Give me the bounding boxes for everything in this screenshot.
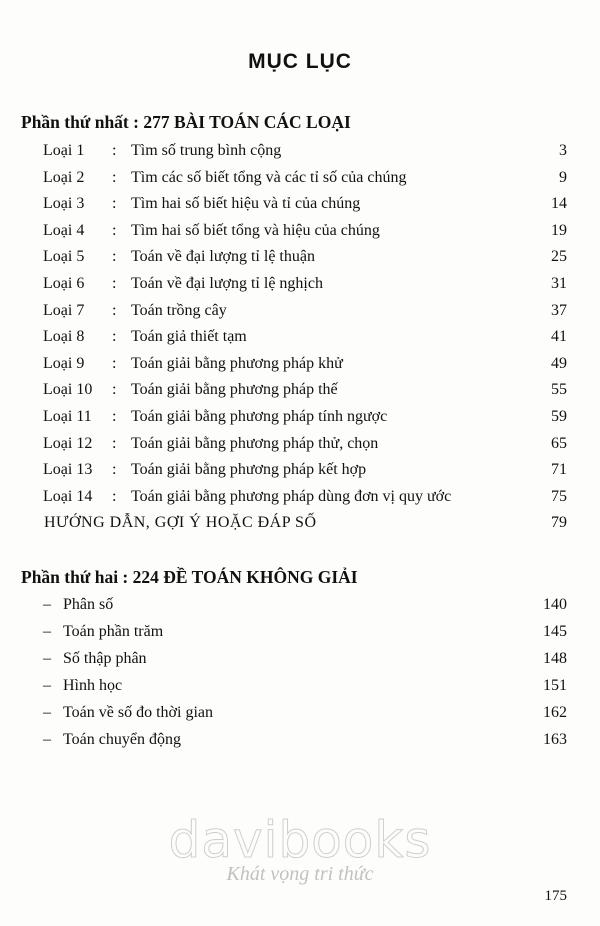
answers-section-page: 79: [551, 514, 567, 531]
item-title: Toán giải bằng phương pháp tính ngược: [131, 407, 388, 425]
item-page: 162: [543, 704, 567, 721]
bullet-dash: –: [43, 596, 51, 613]
watermark-brand: davibooks: [168, 811, 432, 869]
item-type: Loại 13: [43, 461, 93, 479]
item-title: Tìm số trung bình cộng: [131, 142, 282, 159]
bullet-dash: –: [43, 704, 51, 721]
item-type: Loại 11: [43, 407, 92, 425]
list-item: [0, 699, 600, 726]
item-title: Hình học: [63, 677, 123, 694]
list-item: [0, 324, 600, 351]
separator: :: [112, 142, 117, 159]
separator: :: [112, 248, 117, 266]
list-item: [0, 191, 600, 218]
item-title: Toán giải bằng phương pháp kết hợp: [131, 461, 367, 479]
list-item: [0, 645, 600, 672]
item-page: 55: [551, 381, 567, 399]
part1-heading: Phần thứ nhất : 277 BÀI TOÁN CÁC LOẠI: [21, 112, 351, 132]
item-page: 49: [551, 354, 567, 372]
item-title: Toán phần trăm: [63, 623, 164, 640]
page-number: 175: [544, 888, 567, 904]
separator: :: [112, 434, 117, 452]
item-page: 14: [551, 195, 567, 213]
item-title: Phân số: [63, 596, 114, 613]
item-page: 145: [543, 623, 567, 640]
item-title: Toán giải bằng phương pháp thế: [131, 381, 338, 399]
list-item: [0, 351, 600, 378]
list-item: [0, 138, 600, 165]
separator: :: [112, 195, 117, 213]
list-item: [0, 218, 600, 245]
item-type: Loại 3: [43, 195, 85, 213]
list-item: [0, 484, 600, 511]
item-type: Loại 6: [43, 274, 85, 292]
separator: :: [112, 354, 117, 372]
item-page: 37: [551, 301, 567, 319]
list-item: [0, 244, 600, 271]
item-title: Toán về đại lượng tỉ lệ thuận: [131, 248, 315, 266]
item-type: Loại 5: [43, 248, 85, 266]
item-page: 59: [551, 407, 567, 425]
bullet-dash: –: [43, 650, 51, 667]
item-title: Toán trồng cây: [131, 301, 227, 319]
separator: :: [112, 487, 117, 505]
item-type: Loại 8: [43, 328, 85, 346]
item-page: 9: [559, 168, 567, 186]
item-page: 41: [551, 328, 567, 346]
separator: :: [112, 407, 117, 425]
part2-heading: Phần thứ hai : 224 ĐỀ TOÁN KHÔNG GIẢI: [21, 567, 358, 587]
separator: :: [112, 168, 117, 186]
item-title: Toán giải bằng phương pháp dùng đơn vị quy ước: [131, 487, 452, 505]
item-page: 25: [551, 248, 567, 266]
separator: :: [112, 461, 117, 479]
list-item: [0, 726, 600, 753]
separator: :: [112, 301, 117, 319]
list-item: [0, 271, 600, 298]
item-type: Loại 12: [43, 434, 93, 452]
item-page: 31: [551, 274, 567, 292]
separator: :: [112, 381, 117, 399]
list-item: [0, 591, 600, 618]
part2-list: [0, 591, 600, 753]
item-page: 19: [551, 221, 567, 239]
item-type: Loại 7: [43, 301, 85, 319]
item-page: 140: [543, 596, 567, 613]
item-title: Toán chuyển động: [63, 731, 181, 748]
item-title: Toán giải bằng phương pháp khử: [131, 354, 343, 372]
item-page: 65: [551, 434, 567, 452]
item-page: 151: [543, 677, 567, 694]
item-title: Tìm hai số biết tổng và hiệu của chúng: [131, 221, 380, 239]
separator: :: [112, 221, 117, 239]
bullet-dash: –: [43, 677, 51, 694]
watermark: [150, 811, 450, 886]
item-title: Toán về đại lượng tỉ lệ nghịch: [131, 274, 323, 292]
list-item: [0, 298, 600, 325]
separator: :: [112, 328, 117, 346]
item-page: 163: [543, 731, 567, 748]
item-page: 75: [551, 487, 567, 505]
page-title: MỤC LỤC: [248, 50, 352, 73]
item-title: Toán giả thiết tạm: [131, 328, 247, 346]
list-item: [0, 377, 600, 404]
list-item: [0, 457, 600, 484]
item-type: Loại 2: [43, 168, 85, 186]
item-title: Tìm hai số biết hiệu và tỉ của chúng: [131, 195, 361, 213]
list-item: [0, 672, 600, 699]
item-type: Loại 4: [43, 221, 85, 239]
list-item: [0, 618, 600, 645]
separator: :: [112, 274, 117, 292]
item-page: 71: [551, 461, 567, 479]
bullet-dash: –: [43, 731, 51, 748]
item-title: Tìm các số biết tổng và các tỉ số của chúng: [131, 168, 407, 186]
watermark-slogan: Khát vọng tri thức: [226, 863, 374, 885]
bullet-dash: –: [43, 623, 51, 640]
list-item: [0, 165, 600, 192]
item-page: 3: [559, 142, 567, 159]
item-title: Toán về số đo thời gian: [63, 704, 213, 721]
item-title: Số thập phân: [63, 650, 147, 667]
item-type: Loại 14: [43, 487, 93, 505]
item-title: Toán giải bằng phương pháp thử, chọn: [131, 434, 379, 452]
item-page: 148: [543, 650, 567, 667]
item-type: Loại 1: [43, 142, 85, 159]
answers-section-title: HƯỚNG DẪN, GỢI Ý HOẶC ĐÁP SỐ: [44, 514, 317, 531]
part1-list: [0, 138, 600, 510]
list-item: [0, 404, 600, 431]
list-item: [0, 431, 600, 458]
item-type: Loại 10: [43, 381, 93, 399]
item-type: Loại 9: [43, 354, 85, 372]
